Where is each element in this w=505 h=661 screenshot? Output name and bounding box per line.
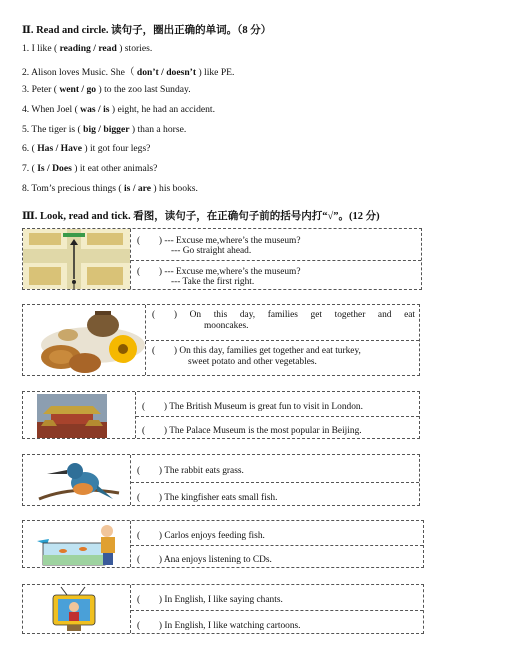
circle-question-8 [22,183,198,194]
answer-paren[interactable]: ( ) [137,621,162,631]
circle-question-6 [22,143,150,154]
circle-question-2 [22,64,234,78]
option-text: In English, I like saying chants. [164,595,283,605]
word-choices[interactable]: Has / Have [37,143,82,154]
mooncake-tea-image [23,305,146,375]
option-b[interactable] [131,545,423,568]
option-text: The rabbit eats grass. [164,466,244,476]
answer-paren[interactable]: ( ) [137,466,162,476]
option-text-2: --- Go straight ahead. [171,246,252,256]
question-text-end: ) stories. [116,43,153,54]
circle-question-7 [22,163,157,174]
question-text: 6. ( [22,143,38,154]
answer-paren[interactable]: ( ) [137,595,162,605]
word-choices[interactable]: big / bigger [83,124,130,135]
option-text: The British Museum is great fun to visit in London. [169,402,363,412]
option-a[interactable] [146,305,419,340]
answer-paren[interactable]: ( ) [137,555,162,565]
question-text: 2. Alison loves Music. She（ [22,67,137,78]
option-a[interactable] [131,229,421,260]
circle-question-5 [22,124,186,135]
tv-picture [23,585,131,633]
answer-paren[interactable]: ( ) [137,493,162,503]
section-2-title: Ⅱ. Read and circle. 读句子，圈出正确的单词。（8 分） [22,25,272,36]
word-choices[interactable]: was / is [80,104,110,115]
circle-question-1 [22,43,152,54]
option-b[interactable] [131,260,421,290]
word-choices[interactable]: Is / Does [37,163,72,174]
question-group-festival [22,304,420,376]
option-text: Carlos enjoys feeding fish. [164,531,265,541]
mooncake-picture [23,305,146,375]
fish-tank-picture [23,521,131,567]
word-choices[interactable]: don’t / doesn’t [136,67,197,78]
question-text: 4. When Joel ( [22,104,81,115]
section-3-title: Ⅲ. Look, read and tick. 看图，读句子，在正确句子前的括号内打“√”。(12 分) [22,211,380,222]
answer-paren[interactable]: ( ) [152,346,177,356]
question-text: 3. Peter ( [22,84,60,95]
street-map-image [23,229,131,289]
option-b[interactable] [146,340,419,376]
question-text-end: ) it got four legs? [81,143,151,154]
question-text: 5. The tiger is ( [22,124,84,135]
kingfisher-picture [23,455,131,505]
question-text-end: ) like PE. [196,67,235,78]
question-text: 7. ( [22,163,38,174]
answer-paren[interactable]: ( ) [137,531,162,541]
option-text: In English, I like watching cartoons. [164,621,301,631]
option-a[interactable] [136,392,419,416]
option-text: The kingfisher eats small fish. [164,493,278,503]
option-text-2: mooncakes. [204,321,249,331]
question-group-english [22,584,424,634]
word-choices[interactable]: went / go [59,84,97,95]
option-text: On this day, families get together and eat [189,310,416,320]
option-text: --- Excuse me,where’s the museum? [164,267,301,277]
circle-question-4 [22,104,215,115]
option-b[interactable] [131,610,423,634]
question-text-end: ) it eat other animals? [71,163,158,174]
option-b[interactable] [136,416,419,439]
child-watching-tv-image [23,585,131,633]
option-text: Ana enjoys listening to CDs. [163,555,272,565]
word-choices[interactable]: is / are [124,183,152,194]
answer-paren[interactable]: ( ) [152,310,177,320]
palace-picture [23,392,136,438]
option-text-2: --- Take the first right. [171,277,255,287]
question-text-end: ) than a horse. [129,124,187,135]
question-group-museum [22,391,420,439]
answer-paren[interactable]: ( ) [137,267,162,277]
option-text: The Palace Museum is the most popular in Beijing. [169,426,362,436]
map-picture [23,229,131,289]
question-text: 1. I like ( [22,43,60,54]
option-a[interactable] [131,455,419,482]
question-text-end: ) to the zoo last Sunday. [96,84,191,95]
answer-paren[interactable]: ( ) [142,426,167,436]
answer-paren[interactable]: ( ) [137,236,162,246]
question-text: 8. Tom’s precious things ( [22,183,125,194]
option-b[interactable] [131,482,419,506]
palace-museum-image [23,392,136,438]
question-group-hobbies [22,520,424,568]
answer-paren[interactable]: ( ) [142,402,167,412]
circle-question-3 [22,84,191,95]
question-text-end: ) eight, he had an accident. [109,104,215,115]
option-text-2: sweet potato and other vegetables. [188,357,317,367]
option-a[interactable] [131,585,423,610]
word-choices[interactable]: reading / read [59,43,117,54]
question-group-animals [22,454,420,506]
question-text-end: ) his books. [151,183,198,194]
kingfisher-image [23,455,131,505]
option-text: --- Excuse me,where’s the museum? [164,236,301,246]
boy-feeding-fish-image [23,521,131,567]
option-a[interactable] [131,521,423,545]
option-text: On this day, families get together and eat turkey, [179,346,361,356]
question-group-map [22,228,422,290]
